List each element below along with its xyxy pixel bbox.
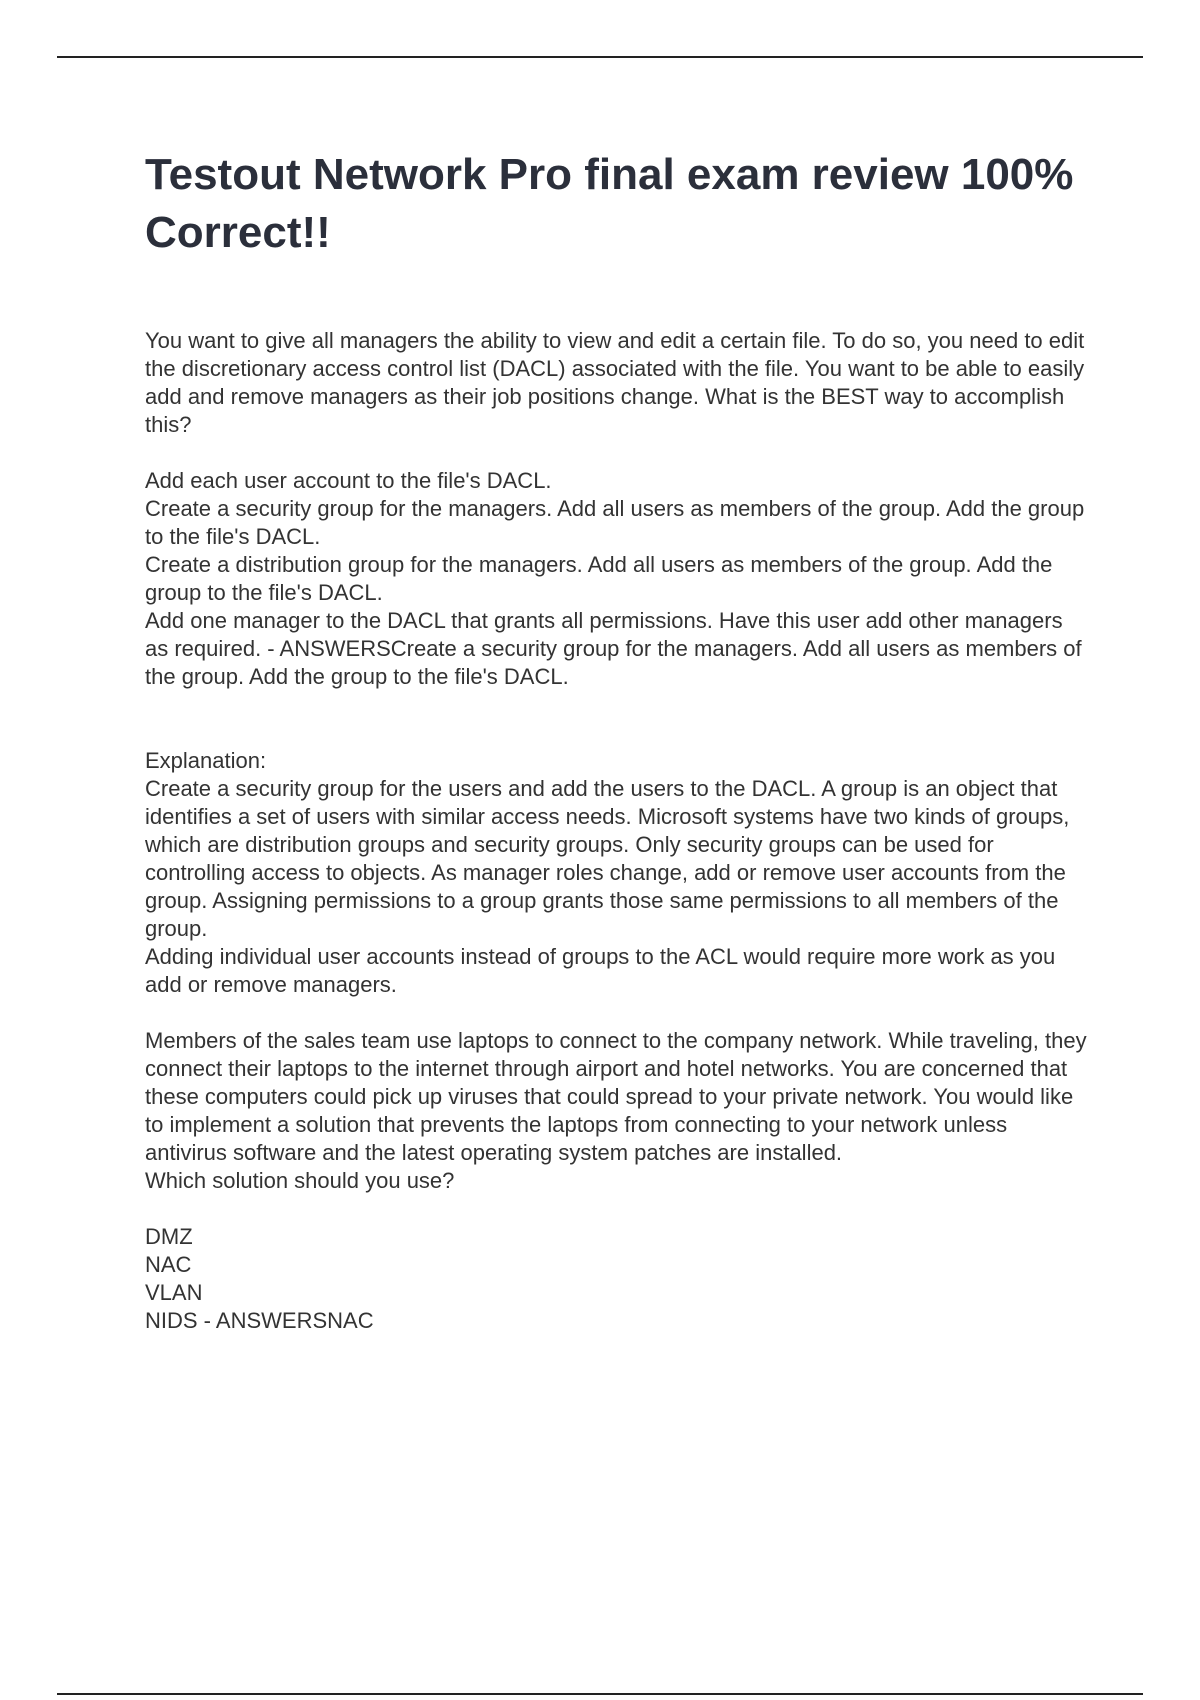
q2-option-3: VLAN — [145, 1280, 203, 1305]
document-title: Testout Network Pro final exam review 100% Correct!! — [145, 150, 1074, 257]
q2-option-1: DMZ — [145, 1224, 193, 1249]
q1-option-2: Create a security group for the managers. Add all users as members of the group. Add the group to the file's DACL. — [145, 496, 1085, 549]
document-page — [145, 146, 1090, 1335]
question-1: You want to give all managers the ability to view and edit a certain file. To do so, you need to edit the discretionary access control list (DACL) associated with the file. You want to be able to easily add and remove managers as their job positions change. What is the BEST way to accomplish this? — [145, 328, 1085, 437]
bottom-rule — [57, 1693, 1143, 1695]
q1-option-4-answer: Add one manager to the DACL that grants all permissions. Have this user add other managers as required. - ANSWERSCreate a security group for the managers. Add all users as members of the group. Add the group to the file's DACL. — [145, 608, 1082, 689]
q1-option-1: Add each user account to the file's DACL. — [145, 468, 552, 493]
question-2: Members of the sales team use laptops to connect to the company network. While traveling, they connect their laptops to the internet through airport and hotel networks. You are concerned that these computers could pick up viruses that could spread to your private network. You would like to implement a solution that prevents the laptops from connecting to your network unless antivirus software and the latest operating system patches are installed. — [145, 1028, 1087, 1165]
explanation-label: Explanation: — [145, 748, 267, 773]
top-rule — [57, 56, 1143, 58]
q2-option-2: NAC — [145, 1252, 192, 1277]
q2-option-4-answer: NIDS - ANSWERSNAC — [145, 1308, 374, 1333]
q1-option-3: Create a distribution group for the managers. Add all users as members of the group. Add the group to the file's DACL. — [145, 552, 1053, 605]
explanation-text: Create a security group for the users and add the users to the DACL. A group is an object that identifies a set of users with similar access needs. Microsoft systems have two kinds of groups, which are distribution groups and security groups. Only security groups can be used for controlling access to objects. As manager roles change, add or remove user accounts from the group. Assigning permissions to a group grants those same permissions to all members of the group. — [145, 776, 1070, 941]
explanation-text-2: Adding individual user accounts instead of groups to the ACL would require more work as you add or remove managers. — [145, 944, 1056, 997]
document-body — [145, 327, 1090, 1335]
question-2-prompt: Which solution should you use? — [145, 1168, 455, 1193]
